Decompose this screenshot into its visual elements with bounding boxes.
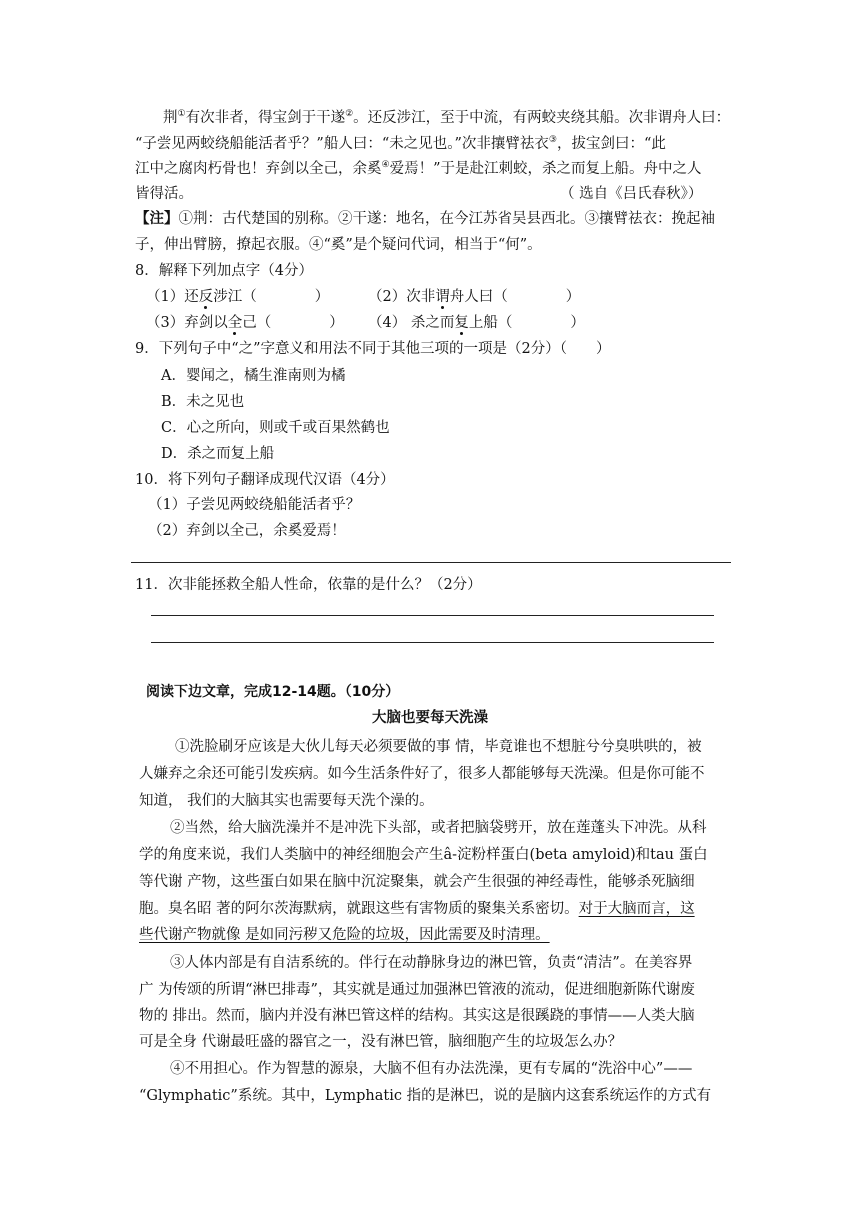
passage-text: 爱焉！”于是赴江刺蛟，杀之而复上船。舟中之人 <box>389 161 702 177</box>
passage-text: 。还反涉江，至于中流，有两蛟夹绕其船。次非谓舟人曰： <box>353 110 731 126</box>
paragraph-2-line-3: 等代谢 产物，这些蛋白如果在脑中沉淀聚集，就会产生很强的神经毒性，能够杀死脑细 <box>139 874 695 890</box>
notes-line-2: 子，伸出臂膀，撩起衣服。④“奚”是个疑问代词，相当于“何”。 <box>135 237 542 253</box>
underlined-sentence: 是如同污秽又危险的垃圾，因此需要及时清理。 <box>240 927 550 943</box>
paragraph-2-line-2: 学的角度来说，我们人类脑中的神经细胞会产生â-淀粉样蛋白(beta amyloid)和tau 蛋白 <box>139 847 708 863</box>
notes-text: ①荆：古代楚国的别称。②干遂：地名，在今江苏省吴县西北。③攘臂祛衣：挽起袖 <box>178 211 715 227</box>
dotted-char: 全 <box>227 315 243 331</box>
passage-text: 江中之腐肉朽骨也！弃剑以全己，余奚 <box>135 161 382 177</box>
passage-source: （ 选自《吕氏春秋》） <box>560 186 703 202</box>
passage-text: 荆 <box>163 110 178 126</box>
footnote-marker: ① <box>177 109 186 119</box>
item-text: 舟人曰（ ） <box>449 289 581 305</box>
underlined-sentence: 对于大脑而言，这 <box>578 901 695 917</box>
notes-tag: 【注】 <box>135 210 179 227</box>
passage-line-4: 皆得活。 <box>135 186 193 202</box>
item-text: 涉江（ ） <box>213 289 330 305</box>
passage-line-2 <box>135 134 666 154</box>
question-10-title: 10．将下列句子翻译成现代汉语（4分） <box>135 472 395 488</box>
item-text: （4） 杀之而 <box>368 315 455 331</box>
underlined-sentence: 些代谢产物就像 <box>139 927 241 943</box>
footnote-marker: ② <box>345 109 354 119</box>
footnote-marker: ③ <box>548 135 557 145</box>
question-9-title: 9．下列句子中“之”字意义和用法不同于其他三项的一项是（2分）（ ） <box>135 341 611 357</box>
passage-text: “子尝见两蛟绕船能活者乎？”船人曰：“未之见也。”次非攘臂祛衣 <box>135 136 549 152</box>
dotted-char: 谓 <box>435 289 450 305</box>
answer-line[interactable] <box>131 562 731 563</box>
question-8-item-1 <box>146 287 329 307</box>
passage-text: ，拔宝剑曰：“此 <box>556 136 666 152</box>
notes-line-1 <box>135 209 715 229</box>
item-text: （1）还 <box>146 289 199 305</box>
question-8-item-4 <box>368 313 585 333</box>
item-text: 己（ ） <box>242 315 344 331</box>
question-9-option-c: C．心之所向，则或千或百果然鹤也 <box>161 420 390 436</box>
paragraph-3-line-4: 可是全身 代谢最旺盛的器官之一，没有淋巴管，脑细胞产生的垃圾怎么办？ <box>139 1034 623 1050</box>
article-title: 大脑也要每天洗澡 <box>372 710 488 726</box>
article-instruction: 阅读下边文章，完成12-14题。（10分） <box>146 684 400 700</box>
question-10-sentence-1: （1）子尝见两蛟绕船能活者乎？ <box>148 497 361 513</box>
question-9-option-d: D．杀之而复上船 <box>161 446 275 462</box>
paragraph-1-line-1: ①洗脸刷牙应该是大伙儿每天必须要做的事 情，毕竟谁也不想脏兮兮臭哄哄的，被 <box>175 739 702 755</box>
question-10-sentence-2: （2）弃剑以全己，余奚爱焉！ <box>148 523 346 539</box>
dotted-char: 复 <box>454 315 469 331</box>
answer-line[interactable] <box>151 642 714 643</box>
dotted-char: 反 <box>198 289 214 305</box>
question-8-item-2 <box>368 287 580 307</box>
answer-line[interactable] <box>151 615 714 616</box>
paragraph-4-line-1: ④不用担心。作为智慧的源泉，大脑不但有办法洗澡，更有专属的“洗浴中心”—— <box>170 1061 693 1077</box>
paragraph-1-line-3: 知道， 我们的大脑其实也需要每天洗个澡的。 <box>139 793 434 809</box>
item-text: （3）弃剑以 <box>146 315 228 331</box>
question-11-title: 11．次非能拯救全船人性命，依靠的是什么？（2分） <box>135 577 482 593</box>
paragraph-1-line-2: 人嫌弃之余还可能引发疾病。如今生活条件好了，很多人都能够每天洗澡。但是你可能不 <box>139 766 705 782</box>
question-8-item-3 <box>146 313 344 333</box>
paragraph-2-line-1: ②当然，给大脑洗澡并不是冲洗下头部，或者把脑袋劈开，放在莲蓬头下冲洗。从科 <box>170 820 707 836</box>
question-9-option-a: A．婴闻之，橘生淮南则为橘 <box>161 368 346 384</box>
question-8-title: 8．解释下列加点字（4分） <box>135 263 313 279</box>
paragraph-3-line-1: ③人体内部是有自洁系统的。伴行在动静脉身边的淋巴管，负责“清洁”。在美容界 <box>170 955 693 971</box>
paragraph-4-line-2: “Glymphatic”系统。其中，Lymphatic 指的是淋巴，说的是脑内这套系统运作的方式有 <box>139 1088 712 1104</box>
paragraph-2-line-4 <box>139 899 695 919</box>
passage-line-3 <box>135 159 702 179</box>
paragraph-2-line-5 <box>139 925 550 945</box>
question-9-option-b: B．未之见也 <box>161 394 245 410</box>
paragraph-3-line-2: 广 为传颂的所谓“淋巴排毒”，其实就是通过加强淋巴管液的流动，促进细胞新陈代谢废 <box>139 982 695 998</box>
item-text: 上船（ ） <box>468 315 585 331</box>
paragraph-3-line-3: 物的 排出。然而，脑内并没有淋巴管这样的结构。其实这是很蹊跷的事情——人类大脑 <box>139 1008 695 1024</box>
passage-text: 有次非者，得宝剑于干遂 <box>185 110 346 126</box>
item-text: （2）次非 <box>368 289 436 305</box>
paragraph-text: 胞。臭名昭 著的阿尔茨海默病，就跟这些有害物质的聚集关系密切。 <box>139 901 579 917</box>
footnote-marker: ④ <box>381 160 390 170</box>
passage-line-1 <box>163 108 730 128</box>
